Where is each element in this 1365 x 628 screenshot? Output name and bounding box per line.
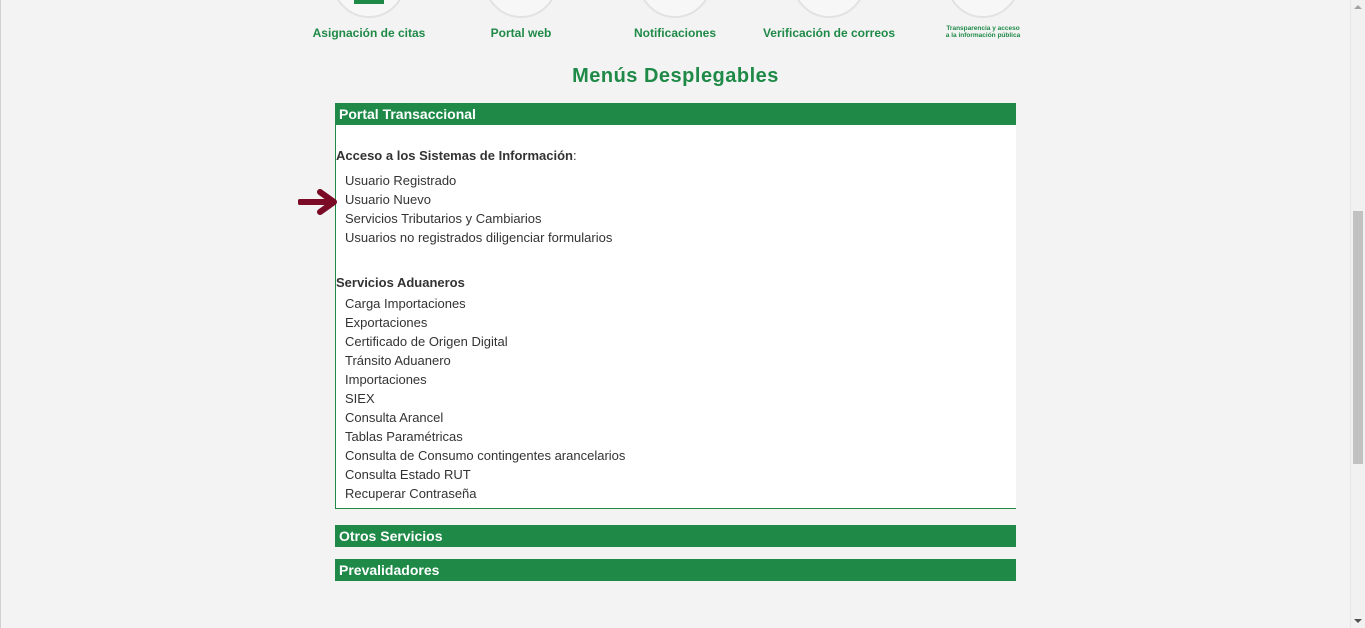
quick-link-verificacion-correos[interactable] — [754, 0, 904, 40]
link-recuperar-contrasena[interactable]: Recuperar Contraseña — [345, 486, 477, 501]
link-usuario-registrado[interactable]: Usuario Registrado — [345, 173, 457, 188]
panel-header-portal-transaccional[interactable]: Portal Transaccional — [335, 103, 1016, 125]
quick-link-notificaciones[interactable] — [600, 0, 750, 40]
panel-otros-servicios — [335, 525, 1016, 547]
link-usuario-nuevo[interactable]: Usuario Nuevo — [345, 192, 431, 207]
aduaneros-links — [345, 294, 625, 503]
link-consulta-estado-rut[interactable]: Consulta Estado RUT — [345, 467, 471, 482]
link-certificado-origen[interactable]: Certificado de Origen Digital — [345, 334, 508, 349]
quick-access-icons — [300, 0, 1040, 48]
section-title-servicios-aduaneros: Servicios Aduaneros — [336, 275, 465, 290]
section-title-acceso — [336, 148, 577, 164]
quick-link-label: Asignación de citas — [312, 26, 426, 40]
panel-header-prevalidadores[interactable]: Prevalidadores — [335, 559, 1016, 581]
quick-link-asignacion-citas[interactable] — [294, 0, 444, 40]
bell-icon — [638, 0, 712, 18]
label-line-2: a la información pública — [945, 32, 1021, 39]
panel-prevalidadores — [335, 559, 1016, 581]
quick-link-portal-web[interactable] — [446, 0, 596, 40]
link-consulta-arancel[interactable]: Consulta Arancel — [345, 410, 444, 425]
quick-link-label: Notificaciones — [633, 26, 717, 40]
link-transito-aduanero[interactable]: Tránsito Aduanero — [345, 353, 451, 368]
link-siex[interactable]: SIEX — [345, 391, 375, 406]
link-servicios-tributarios[interactable]: Servicios Tributarios y Cambiarios — [345, 211, 542, 226]
link-importaciones[interactable]: Importaciones — [345, 372, 427, 387]
quick-link-transparencia[interactable] — [908, 0, 1058, 39]
link-consulta-consumo[interactable]: Consulta de Consumo contingentes arancelarios — [345, 448, 626, 463]
quick-link-label: Portal web — [490, 26, 552, 40]
link-exportaciones[interactable]: Exportaciones — [345, 315, 428, 330]
link-usuarios-no-registrados[interactable]: Usuarios no registrados diligenciar formularios — [345, 230, 613, 245]
scrollbar-thumb[interactable] — [1353, 211, 1363, 464]
calendar-icon — [332, 0, 406, 18]
transparency-icon — [946, 0, 1020, 18]
quick-link-label: Verificación de correos — [762, 26, 896, 40]
acceso-links — [345, 171, 612, 247]
page-title: Menús Desplegables — [572, 65, 779, 87]
vertical-scrollbar[interactable] — [1350, 0, 1365, 628]
section-title-text: Acceso a los Sistemas de Información — [336, 148, 573, 163]
section-title-colon: : — [572, 148, 577, 163]
link-tablas-parametricas[interactable]: Tablas Paramétricas — [345, 429, 463, 444]
annotation-arrow-icon — [298, 189, 338, 215]
panel-header-otros-servicios[interactable]: Otros Servicios — [335, 525, 1016, 547]
scroll-down-arrow-icon[interactable] — [1354, 619, 1362, 623]
window-left-edge — [0, 0, 1, 628]
quick-link-label — [908, 25, 1058, 39]
envelope-icon — [792, 0, 866, 18]
link-carga-importaciones[interactable]: Carga Importaciones — [345, 296, 466, 311]
label-line-1: Transparencia y acceso — [946, 25, 1020, 32]
globe-icon — [484, 0, 558, 18]
scroll-up-arrow-icon[interactable] — [1354, 5, 1362, 9]
panel-portal-transaccional — [335, 103, 1016, 509]
panel-body-portal-transaccional — [335, 125, 1016, 509]
